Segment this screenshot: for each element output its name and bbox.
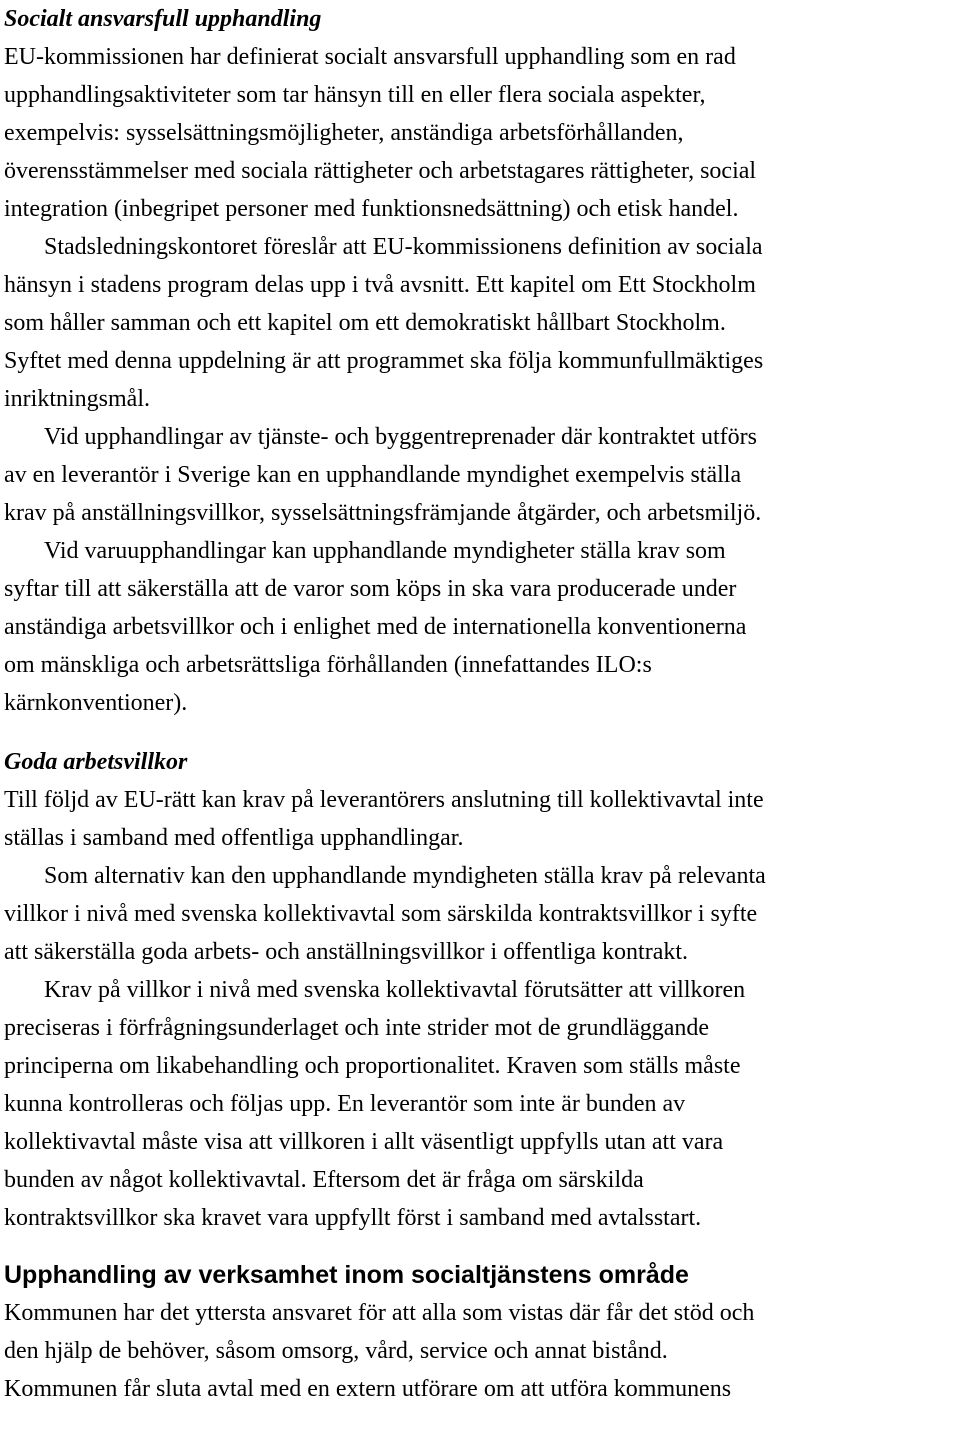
text-line: syftar till att säkerställa att de varor som köps in ska vara producerade under	[4, 576, 737, 602]
section-spacer	[4, 722, 954, 743]
text-line: ställas i samband med offentliga upphandlingar.	[4, 825, 464, 851]
text-line: hänsyn i stadens program delas upp i två avsnitt. Ett kapitel om Ett Stockholm	[4, 272, 756, 298]
text-line: kärnkonventioner).	[4, 690, 188, 716]
text-line: Syftet med denna uppdelning är att programmet ska följa kommunfullmäktiges	[4, 348, 764, 374]
text-line: Kommunen får sluta avtal med en extern utförare om att utföra kommunens	[4, 1376, 732, 1402]
text-line: upphandlingsaktiviteter som tar hänsyn till en eller flera sociala aspekter,	[4, 82, 706, 108]
text-line: villkor i nivå med svenska kollektivavtal som särskilda kontraktsvillkor i syfte	[4, 901, 758, 927]
paragraph	[4, 228, 954, 418]
section-spacer	[4, 1237, 954, 1256]
section-heading: Upphandling av verksamhet inom socialtjänstens område	[4, 1261, 689, 1289]
section-heading: Socialt ansvarsfull upphandling	[4, 6, 322, 32]
text-line: inriktningsmål.	[4, 386, 150, 412]
text-line: kontraktsvillkor ska kravet vara uppfyllt först i samband med avtalsstart.	[4, 1205, 702, 1231]
text-line: den hjälp de behöver, såsom omsorg, vård, service och annat bistånd.	[4, 1338, 668, 1364]
text-line: att säkerställa goda arbets- och anställningsvillkor i offentliga kontrakt.	[4, 939, 689, 965]
text-line: integration (inbegripet personer med funktionsnedsättning) och etisk handel.	[4, 196, 739, 222]
text-line: Krav på villkor i nivå med svenska kollektivavtal förutsätter att villkoren	[44, 977, 746, 1003]
text-line: överensstämmelser med sociala rättigheter och arbetstagares rättigheter, social	[4, 158, 757, 184]
paragraph	[4, 857, 954, 971]
text-line: kollektivavtal måste visa att villkoren i allt väsentligt uppfylls utan att vara	[4, 1129, 724, 1155]
paragraph	[4, 38, 954, 228]
text-line: bunden av något kollektivavtal. Eftersom det är fråga om särskilda	[4, 1167, 644, 1193]
text-line: om mänskliga och arbetsrättsliga förhållanden (innefattandes ILO:s	[4, 652, 652, 678]
text-line: principerna om likabehandling och proportionalitet. Kraven som ställs måste	[4, 1053, 741, 1079]
text-line: Till följd av EU-rätt kan krav på leverantörers anslutning till kollektivavtal inte	[4, 787, 764, 813]
text-line: Vid varuupphandlingar kan upphandlande myndigheter ställa krav som	[44, 538, 726, 564]
text-line: kunna kontrolleras och följas upp. En leverantör som inte är bunden av	[4, 1091, 686, 1117]
section-heading: Goda arbetsvillkor	[4, 749, 188, 775]
text-line: av en leverantör i Sverige kan en upphandlande myndighet exempelvis ställa	[4, 462, 742, 488]
text-line: Stadsledningskontoret föreslår att EU-kommissionens definition av sociala	[44, 234, 763, 260]
paragraph	[4, 781, 954, 857]
text-line: Kommunen har det yttersta ansvaret för att alla som vistas där får det stöd och	[4, 1300, 755, 1326]
text-line: exempelvis: sysselsättningsmöjligheter, anständiga arbetsförhållanden,	[4, 120, 684, 146]
paragraph	[4, 1294, 954, 1408]
text-line: som håller samman och ett kapitel om ett demokratiskt hållbart Stockholm.	[4, 310, 726, 336]
text-line: anständiga arbetsvillkor och i enlighet med de internationella konventionerna	[4, 614, 747, 640]
text-line: krav på anställningsvillkor, sysselsättningsfrämjande åtgärder, och arbetsmiljö.	[4, 500, 762, 526]
paragraph	[4, 418, 954, 532]
text-line: EU-kommissionen har definierat socialt ansvarsfull upphandling som en rad	[4, 44, 736, 70]
text-line: preciseras i förfrågningsunderlaget och inte strider mot de grundläggande	[4, 1015, 710, 1041]
document-page	[4, 0, 954, 1408]
text-line: Som alternativ kan den upphandlande myndigheten ställa krav på relevanta	[44, 863, 766, 889]
paragraph	[4, 532, 954, 722]
paragraph	[4, 971, 954, 1237]
text-line: Vid upphandlingar av tjänste- och byggentreprenader där kontraktet utförs	[44, 424, 757, 450]
